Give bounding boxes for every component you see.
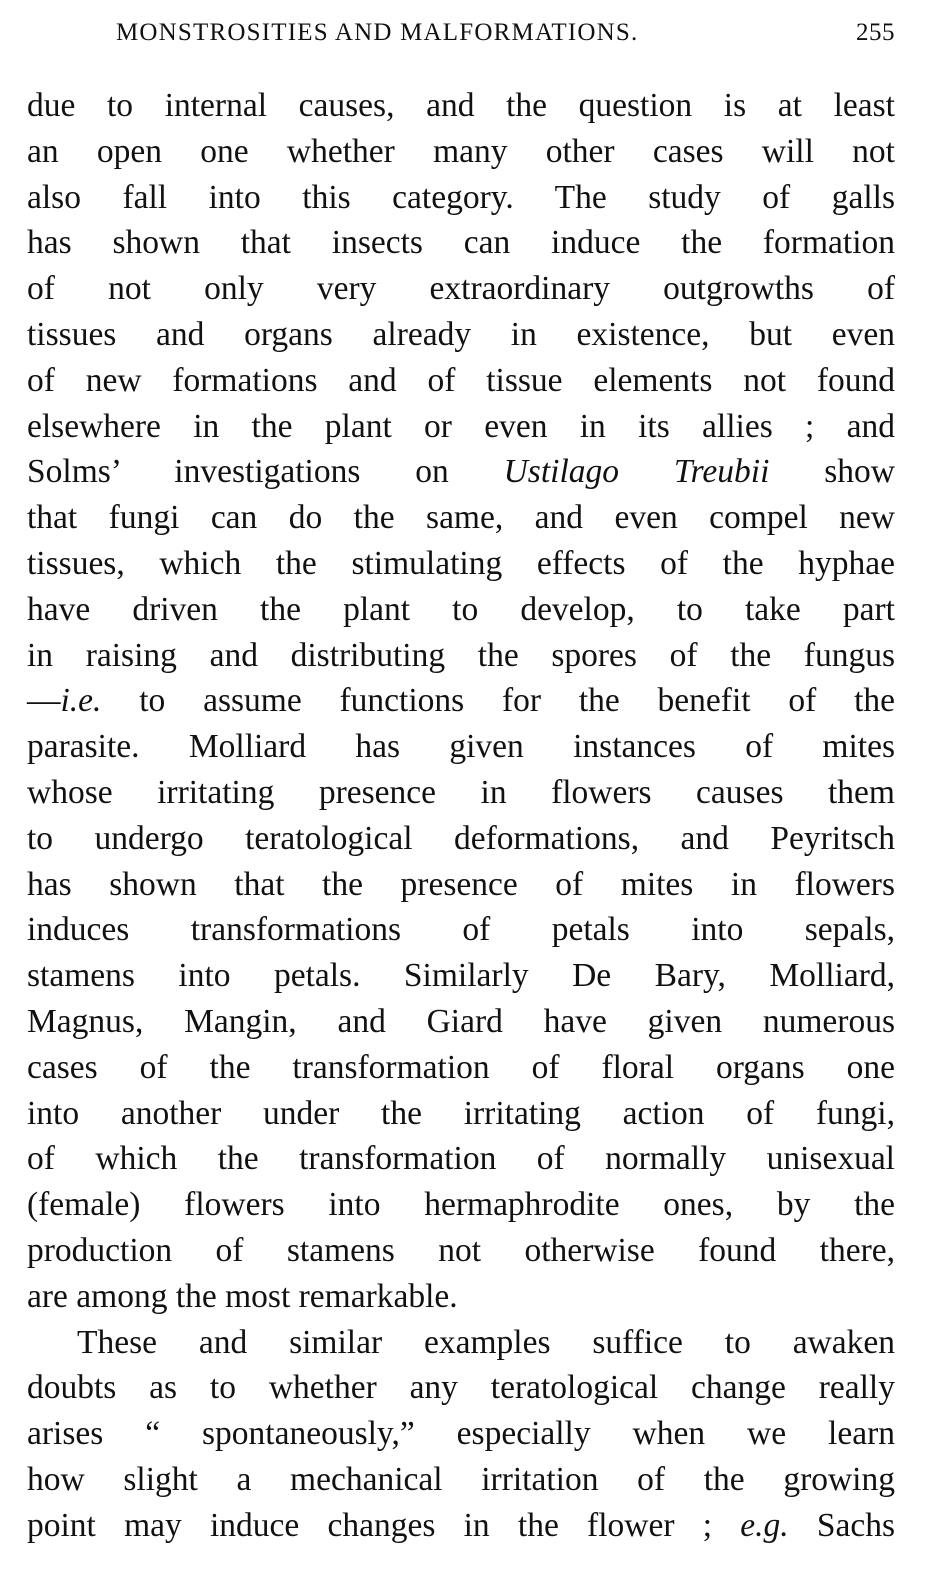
text-line [27, 1411, 895, 1457]
text-segment: of which the transformation of normally unisexual [27, 1140, 895, 1178]
text-line [27, 907, 895, 953]
text-segment: that fungi can do the same, and even compel new [27, 499, 895, 537]
running-header [116, 16, 895, 50]
text-line [27, 1045, 895, 1091]
text-line [27, 312, 895, 358]
text-segment: induces transformations of petals into sepals, [27, 911, 895, 949]
text-segment: production of stamens not otherwise found there, [27, 1231, 895, 1269]
text-line [27, 220, 895, 266]
text-segment: has shown that the presence of mites in flowers [27, 865, 895, 903]
text-segment: of not only very extraordinary outgrowths of [27, 270, 895, 308]
text-segment: Solms’ investigations on [27, 453, 504, 491]
text-segment: whose irritating presence in flowers causes them [27, 773, 895, 811]
text-line [27, 1320, 895, 1366]
page-number: 255 [856, 19, 895, 46]
text-line [27, 1457, 895, 1503]
text-line [27, 1136, 895, 1182]
text-line [27, 587, 895, 633]
text-segment: (female) flowers into hermaphrodite ones, by the [27, 1186, 895, 1224]
italic-text: e.g. [740, 1506, 789, 1544]
text-segment: — [27, 682, 61, 720]
text-segment: to assume functions for the benefit of the [101, 682, 895, 720]
text-line [27, 1228, 895, 1274]
text-segment: an open one whether many other cases will not [27, 132, 895, 170]
text-segment: also fall into this category. The study of galls [27, 178, 895, 216]
text-segment: Sachs [788, 1506, 896, 1544]
text-line [27, 129, 895, 175]
text-segment: elsewhere in the plant or even in its allies ; and [27, 407, 895, 445]
italic-text: Ustilago Treubii [503, 453, 770, 491]
text-line [27, 678, 895, 724]
text-segment: stamens into petals. Similarly De Bary, Molliard, [27, 957, 895, 995]
text-line [27, 816, 895, 862]
text-line [27, 862, 895, 908]
text-segment: how slight a mechanical irritation of the growing [27, 1460, 895, 1498]
paragraph [27, 83, 895, 1320]
paragraph [27, 1320, 895, 1549]
text-segment: due to internal causes, and the question is at least [27, 87, 895, 124]
text-line [27, 404, 895, 450]
text-line [27, 358, 895, 404]
text-line [27, 953, 895, 999]
text-segment: have driven the plant to develop, to take part [27, 590, 895, 628]
text-line [27, 1091, 895, 1137]
text-segment: tissues, which the stimulating effects of the hyphae [27, 544, 895, 582]
text-segment: into another under the irritating action of fungi, [27, 1094, 895, 1132]
text-segment: point may induce changes in the flower ; [27, 1506, 741, 1544]
text-line [27, 175, 895, 221]
text-line [27, 495, 895, 541]
text-segment: has shown that insects can induce the formation [27, 224, 895, 262]
text-line [27, 83, 895, 129]
running-title: MONSTROSITIES AND MALFORMATIONS. [116, 19, 639, 46]
text-line [27, 770, 895, 816]
text-line [27, 541, 895, 587]
text-line [27, 1182, 895, 1228]
text-line [27, 449, 895, 495]
text-segment: Magnus, Mangin, and Giard have given numerous [27, 1002, 895, 1040]
text-line [27, 266, 895, 312]
text-segment: show [769, 453, 895, 491]
text-line [27, 633, 895, 679]
text-line [27, 1274, 895, 1320]
text-line [27, 724, 895, 770]
body-text [27, 83, 895, 1549]
text-segment: are among the most remarkable. [27, 1277, 458, 1315]
text-segment: parasite. Molliard has given instances of mites [27, 728, 895, 766]
text-segment: in raising and distributing the spores of the fungus [27, 636, 895, 674]
italic-text: i.e. [60, 682, 102, 720]
text-line [27, 1365, 895, 1411]
text-segment: cases of the transformation of floral organs one [27, 1048, 895, 1086]
text-segment: arises “ spontaneously,” especially when we learn [27, 1415, 895, 1453]
text-segment: to undergo teratological deformations, and Peyritsch [27, 819, 895, 857]
text-segment: doubts as to whether any teratological change really [27, 1369, 895, 1407]
text-line [27, 999, 895, 1045]
text-segment: tissues and organs already in existence, but even [27, 315, 895, 353]
text-segment: These and similar examples suffice to awaken [77, 1323, 895, 1361]
text-segment: of new formations and of tissue elements not found [27, 361, 895, 399]
text-line [27, 1503, 895, 1549]
